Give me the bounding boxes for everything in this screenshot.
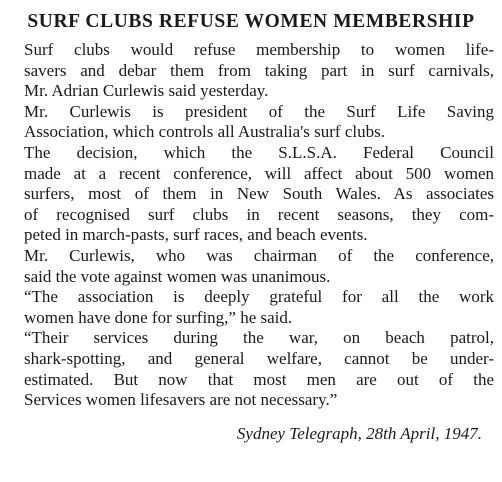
paragraph-5 xyxy=(8,287,494,328)
text-line: Mr. Curlewis, who was chairman of the conference, xyxy=(24,245,494,265)
text-line: Mr. Curlewis is president of the Surf Life Saving xyxy=(24,101,494,121)
text-line: estimated. But now that most men are out of the xyxy=(24,369,494,389)
text-line: said the vote against women was unanimous. xyxy=(24,266,331,286)
text-line: peted in march-pasts, surf races, and beach events. xyxy=(24,225,368,245)
text-line: women have done for surfing,” he said. xyxy=(24,307,293,327)
text-line: surfers, most of them in New South Wales. As associates xyxy=(24,184,494,204)
text-line: of recognised surf clubs in recent seasons, they com- xyxy=(24,204,494,224)
headline: SURF CLUBS REFUSE WOMEN MEMBERSHIP xyxy=(27,11,475,32)
text-line: Surf clubs would refuse membership to women life- xyxy=(24,40,494,59)
paragraph-2 xyxy=(8,102,494,143)
text-line: Services women lifesavers are not necessary.” xyxy=(24,390,338,410)
text-line: shark-spotting, and general welfare, cannot be under- xyxy=(24,348,494,368)
paragraph-3 xyxy=(8,143,494,246)
text-line: The decision, which the S.L.S.A. Federal Council xyxy=(24,142,494,162)
text-line: savers and debar them from taking part in surf carnivals, xyxy=(24,60,494,80)
source-credit: Sydney Telegraph, 28th April, 1947. xyxy=(236,423,482,443)
text-line: “The association is deeply grateful for all the work xyxy=(24,287,494,307)
text-line: made at a recent conference, will affect about 500 women xyxy=(24,163,494,183)
paragraph-4 xyxy=(8,246,494,287)
paragraph-6 xyxy=(8,328,494,410)
text-line: “Their services during the war, on beach patrol, xyxy=(24,328,494,348)
text-line: Mr. Adrian Curlewis said yesterday. xyxy=(24,81,269,101)
text-line: Association, which controls all Australia's surf clubs. xyxy=(24,122,385,142)
paragraph-1 xyxy=(8,40,494,102)
